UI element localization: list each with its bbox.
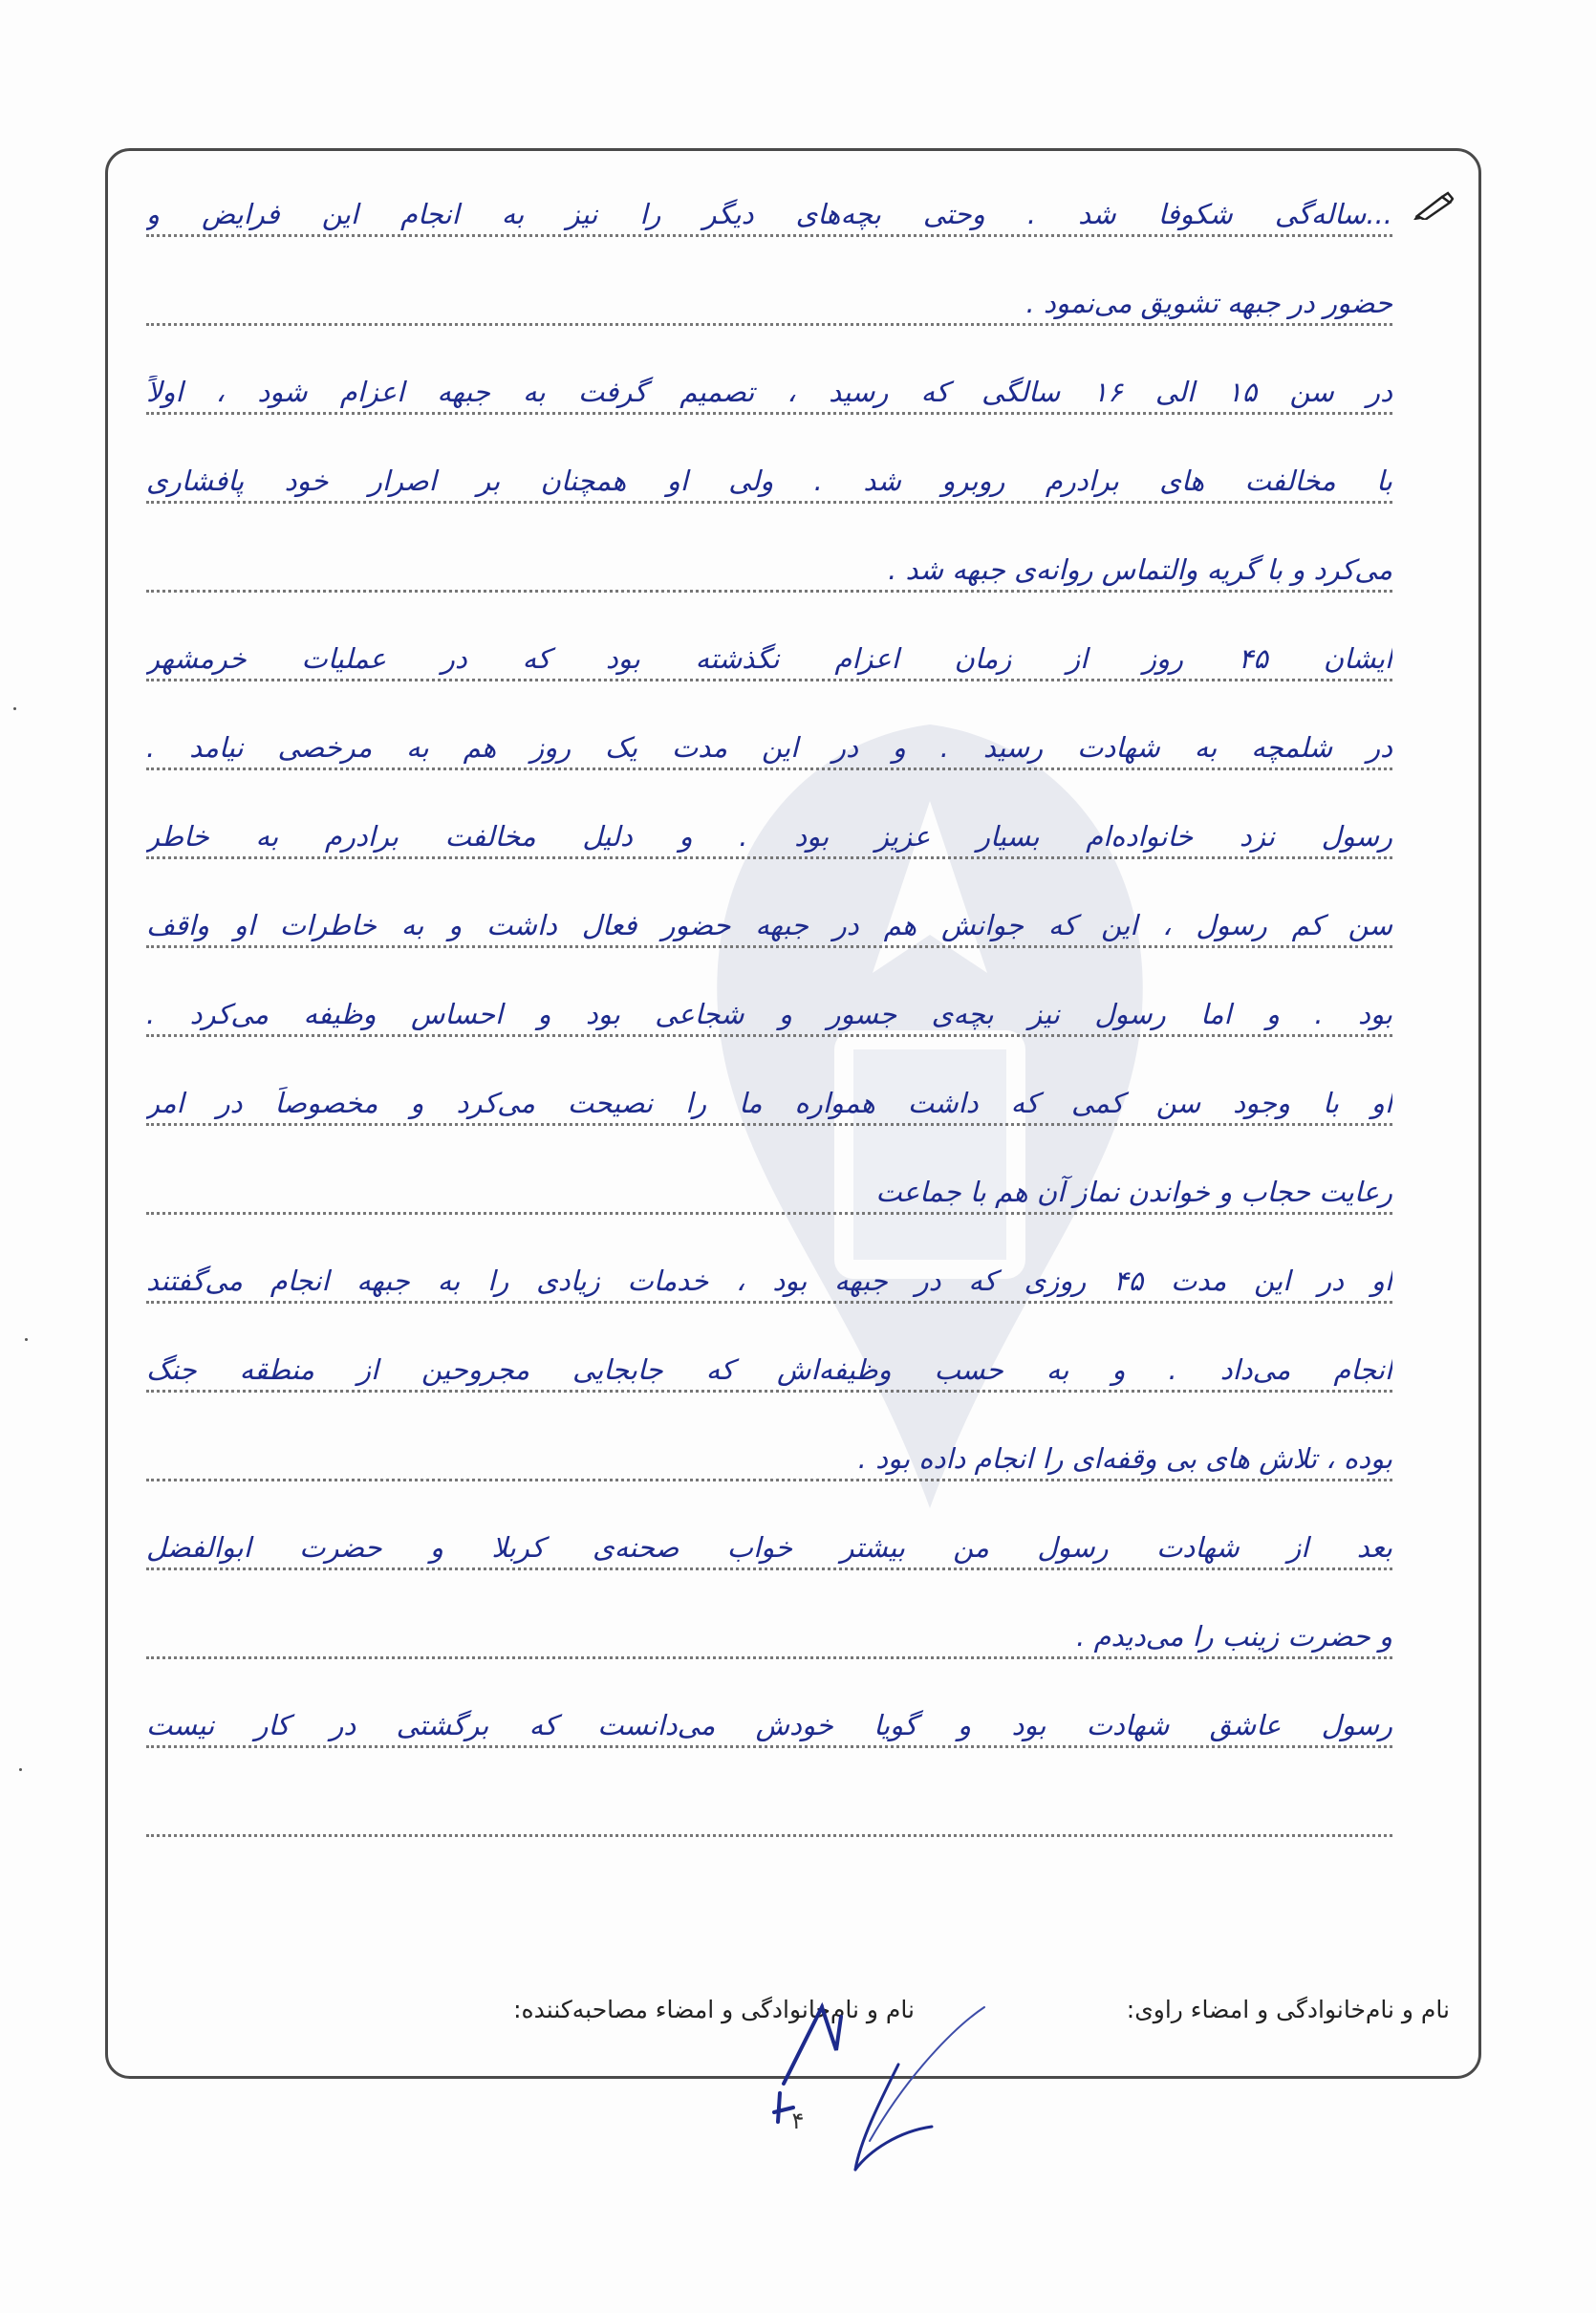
narrator-signature-label: نام و نام‌خانوادگی و امضاء راوی: bbox=[1126, 1996, 1450, 2023]
handwritten-line: بود . و اما رسول نیز بچه‌ی جسور و شجاعی بود و احساس وظیفه می‌کرد . bbox=[146, 998, 1392, 1030]
handwritten-line: و حضرت زینب را می‌دیدم . bbox=[1076, 1620, 1392, 1653]
scan-speck bbox=[25, 1338, 28, 1341]
scan-speck bbox=[19, 1768, 22, 1771]
ruled-line bbox=[146, 802, 1392, 859]
ruled-line bbox=[146, 1513, 1392, 1570]
ruled-lines bbox=[146, 151, 1392, 2076]
handwritten-signature bbox=[765, 1969, 1051, 2179]
handwritten-line: انجام می‌داد . و به حسب وظیفه‌اش که جابجایی مجروحین از منطقه جنگ bbox=[146, 1353, 1392, 1386]
handwritten-line: با مخالفت های برادرم روبرو شد . ولی او همچنان بر اصرار خود پافشاری bbox=[146, 465, 1392, 497]
ruled-line bbox=[146, 713, 1392, 770]
scan-speck bbox=[13, 707, 16, 710]
handwritten-line: حضور در جبهه تشویق می‌نمود . bbox=[1025, 287, 1392, 319]
page-frame bbox=[105, 148, 1481, 2079]
ruled-line bbox=[146, 980, 1392, 1037]
handwritten-line: او با وجود سن کمی که داشت همواره ما را نصیحت می‌کرد و مخصوصاً در امر bbox=[146, 1087, 1392, 1119]
ruled-line bbox=[146, 891, 1392, 948]
ruled-line bbox=[146, 1246, 1392, 1304]
ruled-line bbox=[146, 1335, 1392, 1393]
handwritten-line: در سن ۱۵ الی ۱۶ سالگی که رسید ، تصمیم گرفت به جبهه اعزام شود ، اولاً bbox=[146, 376, 1392, 408]
interviewer-signature-label: نام و نام‌خانوادگی و امضاء مصاحبه‌کننده: bbox=[513, 1996, 915, 2023]
handwritten-line: رعایت حجاب و خواندن نماز آن هم با جماعت bbox=[875, 1176, 1392, 1208]
handwritten-line: رسول نزد خانواده‌ام بسیار عزیز بود . و دلیل مخالفت برادرم به خاطر bbox=[146, 820, 1392, 853]
handwritten-line: ایشان ۴۵ روز از زمان اعزام نگذشته بود که در عملیات خرمشهر bbox=[146, 642, 1392, 675]
ruled-line bbox=[146, 357, 1392, 415]
handwritten-line: او در این مدت ۴۵ روزی که در جبهه بود ، خدمات زیادی را به جبهه انجام می‌گفتند bbox=[146, 1265, 1392, 1297]
ruled-line bbox=[146, 269, 1392, 326]
ruled-line bbox=[146, 180, 1392, 237]
handwritten-line: در شلمچه به شهادت رسید . و در این مدت یک روز هم به مرخصی نیامد . bbox=[146, 731, 1392, 764]
ruled-line bbox=[146, 1157, 1392, 1215]
ruled-line bbox=[146, 1780, 1392, 1837]
ruled-line bbox=[146, 1069, 1392, 1126]
ruled-line bbox=[146, 1691, 1392, 1748]
handwritten-line: بعد از شهادت رسول من بیشتر خواب صحنه‌ی کربلا و حضرت ابوالفضل bbox=[146, 1531, 1392, 1564]
handwritten-line: می‌کرد و با گریه والتماس روانه‌ی جبهه شد . bbox=[888, 553, 1392, 586]
ruled-line bbox=[146, 624, 1392, 681]
handwritten-line: سن کم رسول ، این که جوانش هم در جبهه حضور فعال داشت و به خاطرات او واقف bbox=[146, 909, 1392, 941]
page-number: ۴ bbox=[791, 2108, 805, 2134]
handwritten-line: ...ساله‌گی شکوفا شد . وحتی بچه‌های دیگر را نیز به انجام این فرایض و bbox=[146, 198, 1392, 230]
pen-icon bbox=[1413, 191, 1454, 220]
ruled-line bbox=[146, 446, 1392, 504]
ruled-line bbox=[146, 1424, 1392, 1481]
handwritten-line: رسول عاشق شهادت بود و گویا خودش می‌دانست که برگشتی در کار نیست bbox=[146, 1709, 1392, 1741]
ruled-line bbox=[146, 1602, 1392, 1659]
handwritten-line: بوده ، تلاش های بی وقفه‌ای را انجام داده بود . bbox=[857, 1442, 1392, 1475]
ruled-line bbox=[146, 535, 1392, 593]
